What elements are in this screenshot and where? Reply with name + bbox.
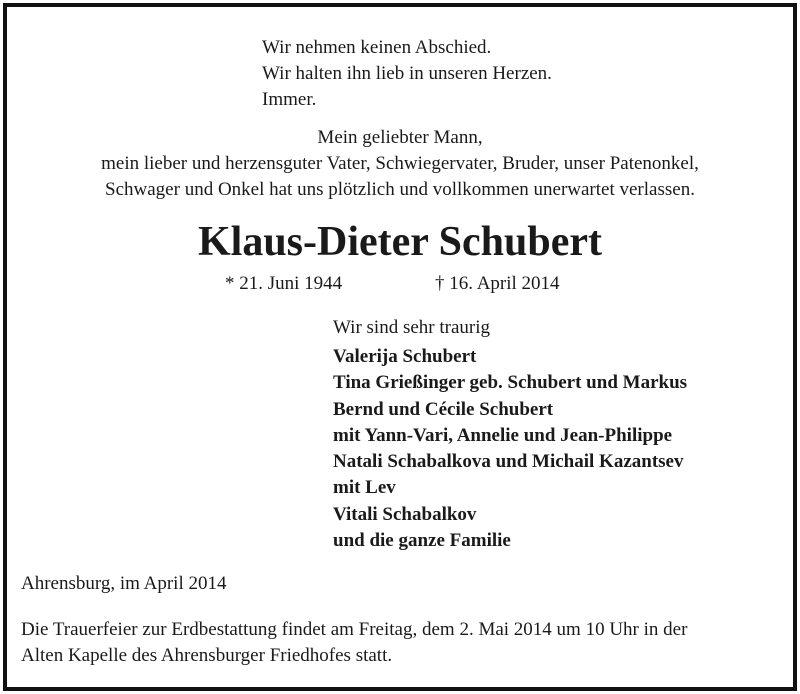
mourner-name: mit Lev bbox=[333, 477, 396, 499]
motto-line: Wir halten ihn lieb in unseren Herzen. bbox=[262, 63, 552, 84]
place-date: Ahrensburg, im April 2014 bbox=[21, 573, 227, 594]
intro-line: Mein geliebter Mann, bbox=[317, 127, 483, 148]
mourner-name: Tina Grießinger geb. Schubert und Markus bbox=[333, 372, 688, 394]
mourners-intro: Wir sind sehr traurig bbox=[333, 317, 491, 338]
funeral-line: Alten Kapelle des Ahrensburger Friedhofes statt. bbox=[21, 645, 393, 666]
mourners-list bbox=[333, 344, 687, 554]
mourner-name: und die ganze Familie bbox=[333, 530, 511, 552]
intro-line: Schwager und Onkel hat uns plötzlich und vollkommen unerwartet verlassen. bbox=[105, 179, 695, 200]
funeral-notice bbox=[21, 617, 783, 669]
mourner-name: Natali Schabalkova und Michail Kazantsev bbox=[333, 451, 684, 473]
motto-line: Immer. bbox=[262, 89, 317, 110]
funeral-line: Die Trauerfeier zur Erdbestattung findet am Freitag, dem 2. Mai 2014 um 10 Uhr in der bbox=[21, 619, 688, 640]
deceased-name: Klaus-Dieter Schubert bbox=[197, 219, 603, 265]
motto-line: Wir nehmen keinen Abschied. bbox=[262, 37, 492, 58]
death-date: † 16. April 2014 bbox=[435, 273, 560, 294]
mourner-name: Bernd und Cécile Schubert bbox=[333, 398, 554, 420]
obituary-frame bbox=[3, 3, 797, 691]
mourner-name: mit Yann-Vari, Annelie und Jean-Philippe bbox=[333, 424, 673, 446]
mourner-name: Vitali Schabalkov bbox=[333, 503, 477, 525]
intro-line: mein lieber und herzensguter Vater, Schwiegervater, Bruder, unser Patenonkel, bbox=[101, 153, 699, 174]
intro-text bbox=[7, 125, 793, 203]
mourner-name: Valerija Schubert bbox=[333, 346, 477, 367]
birth-date: * 21. Juni 1944 bbox=[225, 273, 343, 294]
motto bbox=[262, 35, 552, 113]
